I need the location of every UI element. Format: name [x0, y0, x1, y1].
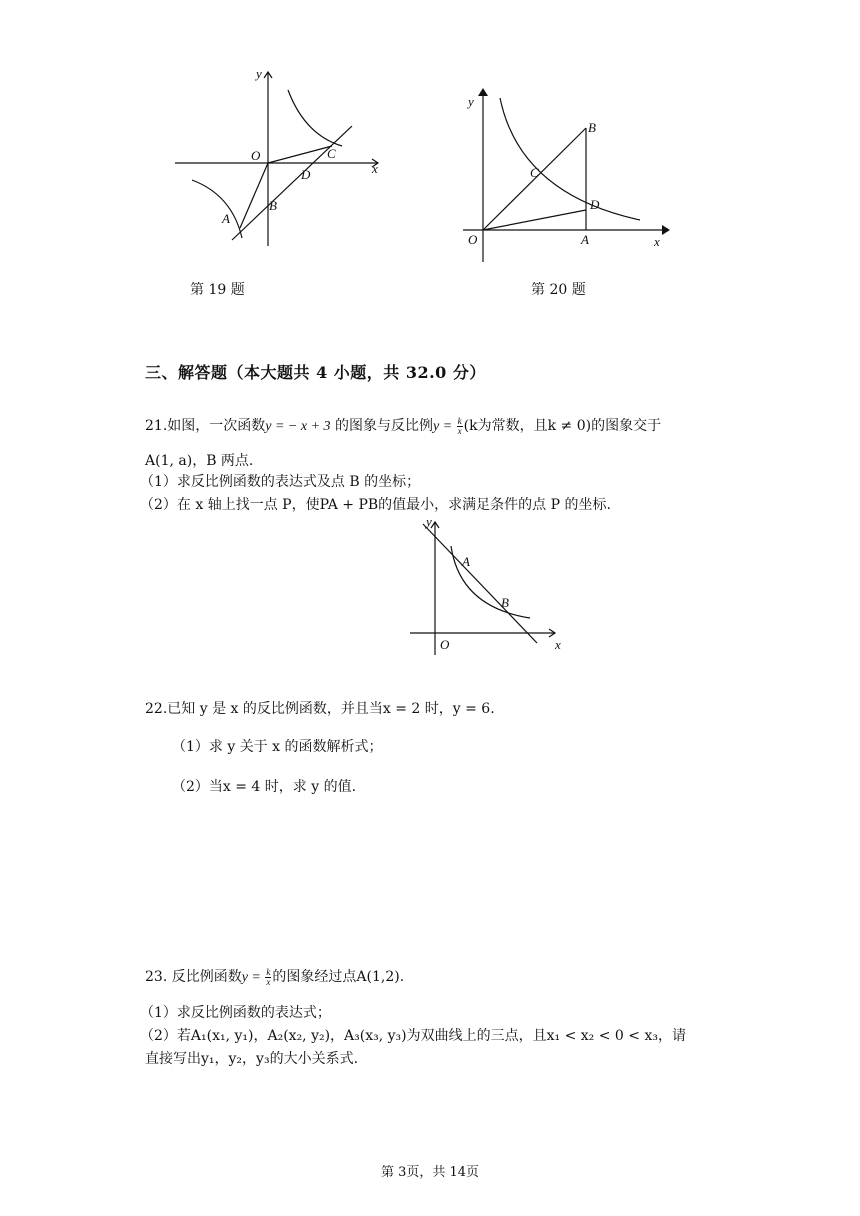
label-b: B — [588, 120, 596, 135]
line-ac — [232, 126, 352, 240]
label-x: x — [654, 234, 660, 249]
label-d: D — [590, 197, 600, 212]
label-d: D — [301, 167, 311, 182]
q23-part2-line2: 直接写出y₁，y₂，y₃的大小关系式. — [145, 1051, 359, 1067]
figure-20-caption: 第 20 题 — [531, 282, 586, 298]
q23-part1: （1）求反比例函数的表达式； — [140, 1005, 331, 1021]
q21-fraction: $\frac{k}{x}$ — [457, 415, 462, 436]
q21-linear-eq: y = − x + 3 — [265, 419, 331, 434]
label-b: B — [269, 198, 277, 213]
q22-part2: （2）当x = 4 时，求 y 的值. — [172, 779, 357, 795]
q21-text-c: (k为常数，且k ≠ 0)的图象交于 — [463, 418, 662, 434]
label-y: y — [256, 66, 262, 81]
label-a: A — [581, 232, 589, 247]
q21-text-a: 21.如图，一次函数 — [145, 418, 266, 434]
label-x: x — [555, 637, 561, 652]
label-a: A — [222, 211, 230, 226]
label-x: x — [372, 161, 378, 176]
hyperbola — [500, 98, 640, 220]
figure-20 — [460, 84, 670, 270]
label-o: O — [440, 637, 450, 652]
q22-line1: 22.已知 y 是 x 的反比例函数，并且当x = 2 时，y = 6. — [145, 701, 495, 717]
q23-text-b: 的图象经过点A(1,2). — [272, 969, 405, 985]
q23-y-eq: y = — [241, 970, 265, 985]
q23-text-a: 23. 反比例函数 — [145, 969, 242, 985]
figure-19 — [160, 60, 390, 250]
section-title: 三、解答题（本大题共 4 小题，共 32.0 分） — [145, 363, 486, 382]
label-o: O — [251, 148, 261, 163]
label-b: B — [501, 595, 509, 610]
q21-text-b: 的图象与反比例 — [330, 418, 433, 434]
label-y: y — [426, 514, 432, 529]
q21-part2: （2）在 x 轴上找一点 P，使PA + PB的值最小，求满足条件的点 P 的坐标. — [140, 497, 611, 513]
segment-od — [483, 210, 586, 230]
q21-part1: （1）求反比例函数的表达式及点 B 的坐标； — [140, 474, 421, 490]
label-a: A — [462, 554, 470, 569]
label-c: C — [530, 165, 539, 180]
label-c: C — [327, 146, 336, 161]
q23-part2-line1: （2）若A₁(x₁, y₁)，A₂(x₂, y₂)，A₃(x₃, y₃)为双曲线上的三点，且x₁ < x₂ < 0 < x₃，请 — [140, 1028, 686, 1044]
q21-line2: A(1, a)，B 两点. — [145, 453, 254, 469]
figure-21 — [405, 512, 575, 657]
q22-part1: （1）求 y 关于 x 的函数解析式； — [172, 739, 383, 755]
figure-20-diagram — [460, 84, 670, 270]
figure-19-diagram — [160, 60, 390, 250]
page-footer: 第 3页，共 14页 — [380, 1165, 480, 1180]
label-o: O — [468, 232, 478, 247]
hyperbola-branch-1 — [288, 90, 342, 146]
figure-19-caption: 第 19 题 — [190, 282, 245, 298]
q21-y-eq: y = — [433, 419, 456, 434]
q23-line1 — [145, 967, 404, 988]
hyperbola-branch-2 — [192, 180, 242, 238]
linear-function-line — [423, 524, 537, 643]
segment-oa — [240, 163, 268, 228]
q21-line1 — [145, 416, 661, 437]
figure-21-diagram — [405, 512, 575, 657]
q23-fraction: $\frac{k}{x}$ — [266, 966, 271, 987]
label-y: y — [468, 94, 474, 109]
